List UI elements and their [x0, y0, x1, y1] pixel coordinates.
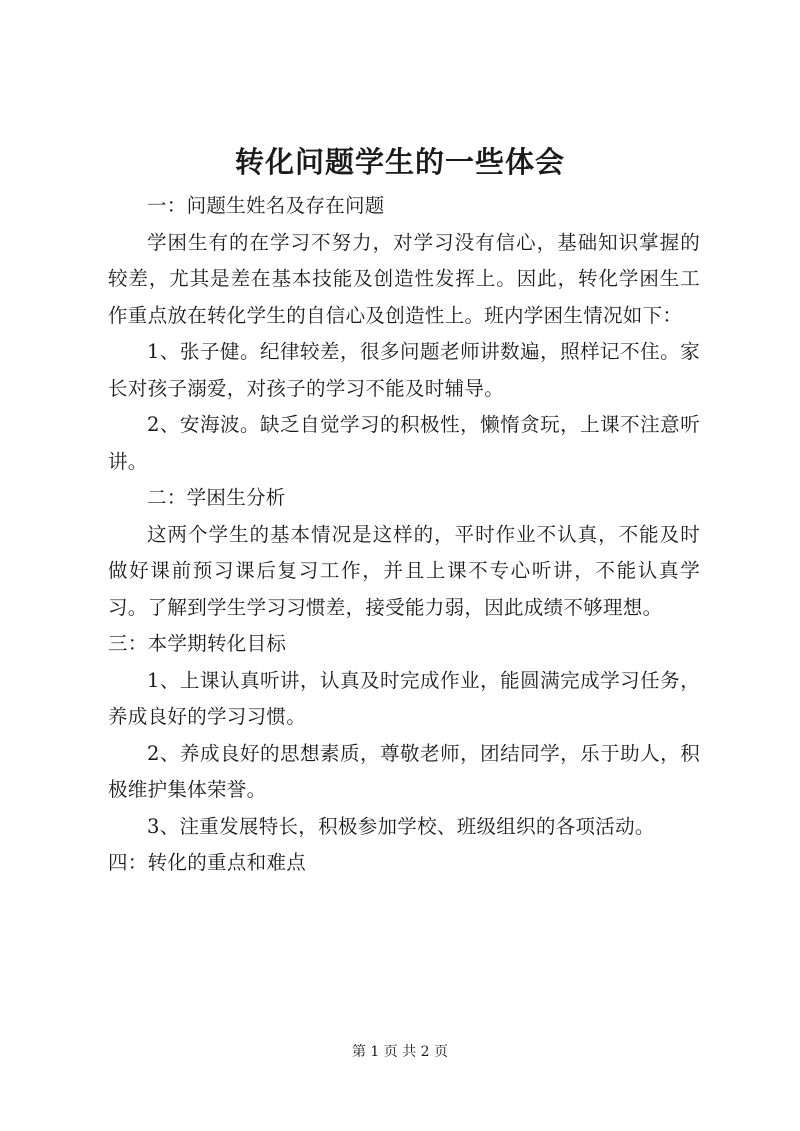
list-item-goal-1: 1、上课认真听讲，认真及时完成作业，能圆满完成学习任务，养成良好的学习习惯。: [108, 668, 700, 728]
paragraph-intro: 学困生有的在学习不努力，对学习没有信心，基础知识掌握的较差，尤其是差在基本技能及创造性发挥上。因此，转化学困生工作重点放在转化学生的自信心及创造性上。班内学困生情况如下：: [108, 230, 700, 327]
list-item-student-1: 1、张子健。纪律较差，很多问题老师讲数遍，照样记不住。家长对孩子溺爱，对孩子的学习不能及时辅导。: [108, 340, 700, 400]
document-body: [108, 188, 700, 882]
page-footer: 第 1 页 共 2 页: [351, 1044, 449, 1060]
section-heading-2: 二：学困生分析: [147, 486, 286, 509]
section-heading-3: 三：本学期转化目标: [108, 632, 287, 655]
section-heading-4: 四：转化的重点和难点: [108, 851, 307, 874]
document-title: 转化问题学生的一些体会: [234, 145, 565, 179]
list-item-goal-2: 2、养成良好的思想素质，尊敬老师，团结同学，乐于助人，积极维护集体荣誉。: [108, 741, 700, 801]
list-item-goal-3: 3、注重发展特长，积极参加学校、班级组织的各项活动。: [147, 814, 655, 838]
list-item-student-2: 2、安海波。缺乏自觉学习的积极性，懒惰贪玩，上课不注意听讲。: [108, 413, 700, 473]
paragraph-analysis: 这两个学生的基本情况是这样的，平时作业不认真，不能及时做好课前预习课后复习工作，并且上课不专心听讲，不能认真学习。了解到学生学习习惯差，接受能力弱，因此成绩不够理想。: [108, 522, 700, 619]
section-heading-1: 一：问题生姓名及存在问题: [147, 194, 385, 217]
